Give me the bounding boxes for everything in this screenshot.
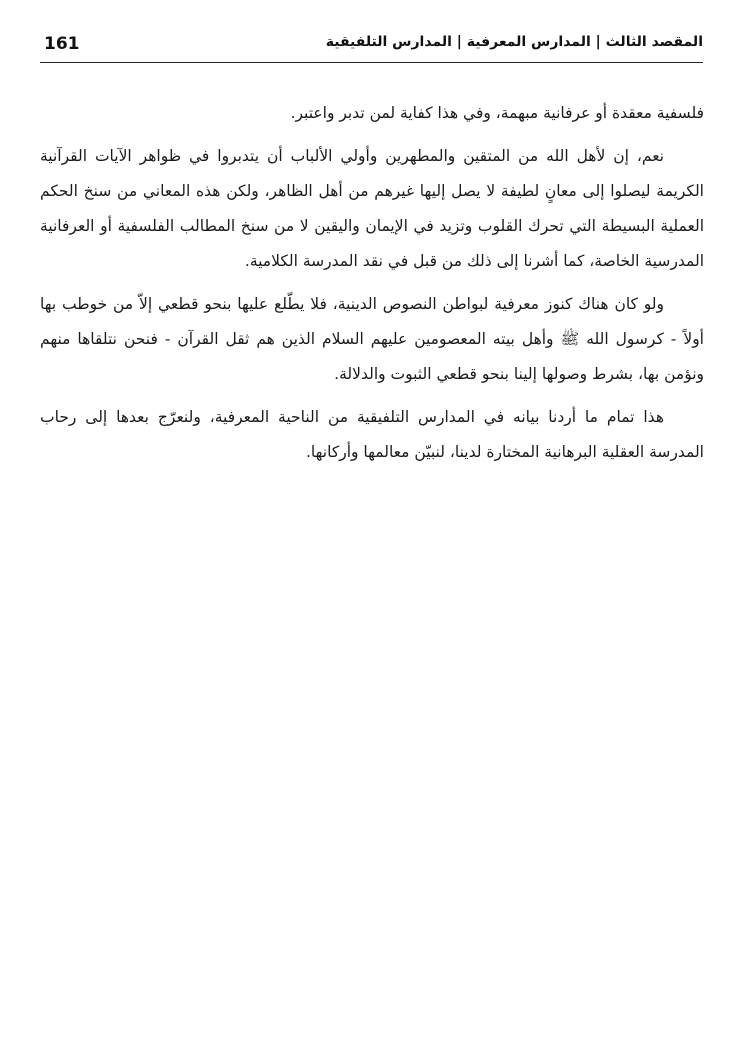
paragraph-2: نعم، إن لأهل الله من المتقين والمطهرين وأولي الألباب أن يتدبروا في ظواهر الآيات القرآنية الكريمة ليصلوا إلى معانٍ لطيفة لا يصل إليها غيرهم من أهل الظاهر، ولكن هذه المعاني من سنخ الحكم العملية البسيطة التي تحرك القلوب وتزيد في الإيمان واليقين لا من سنخ المطالب الفلسفية أو العرفانية المدرسية الخاصة، كما أشرنا إلى ذلك من قبل في نقد المدرسة الكلامية. [40,147,704,270]
paragraph-1: فلسفية معقدة أو عرفانية مبهمة، وفي هذا كفاية لمن تدبر واعتبر. [290,104,704,122]
body-text [40,96,704,478]
paragraph-4: هذا تمام ما أردنا بيانه في المدارس التلفيقية من الناحية المعرفية، ولنعرّج بعدها إلى رحاب المدرسة العقلية البرهانية المختارة لدينا، لنبيّن معالمها وأركانها. [40,408,704,461]
running-title: المقصد الثالث | المدارس المعرفية | المدارس التلفيقية [325,34,703,50]
page-header [40,26,703,63]
paragraph-3: ولو كان هناك كنوز معرفية لبواطن النصوص الدينية، فلا يطّلع عليها بنحو قطعي إلاّ من خوطب بها أولاً - كرسول الله ﷺ وأهل بيته المعصومين عليهم السلام الذين هم ثقل القرآن - فنحن نتلقاها منهم ونؤمن بها، بشرط وصولها إلينا بنحو قطعي الثبوت والدلالة. [40,295,704,383]
page-number: 161 [44,34,80,54]
